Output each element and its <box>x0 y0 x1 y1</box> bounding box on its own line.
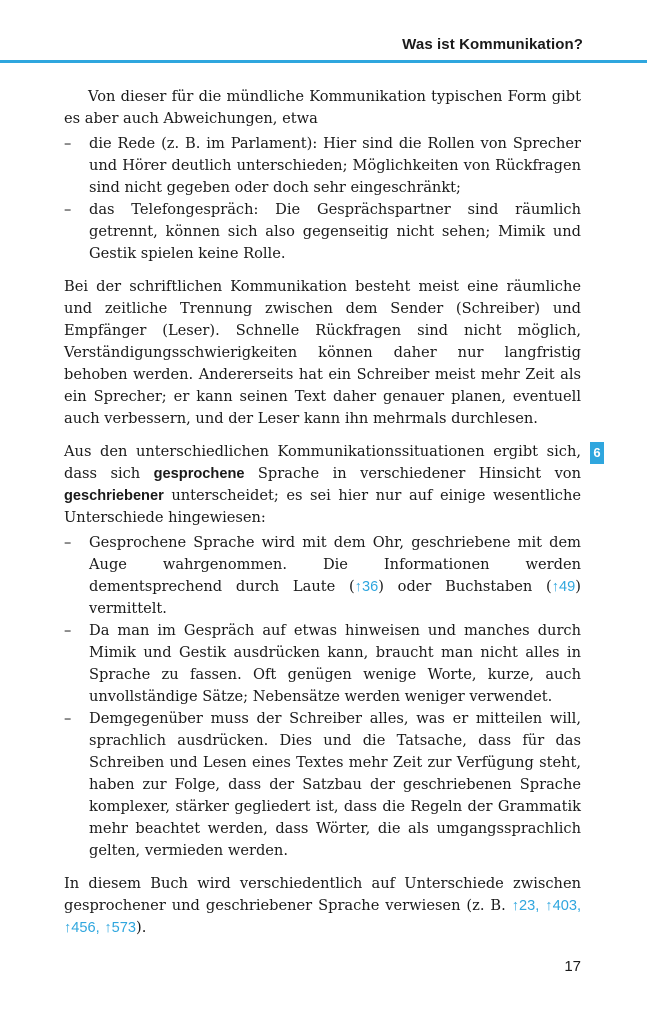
cross-reference-link[interactable]: ↑23, <box>511 898 540 914</box>
paragraph-1: Von dieser für die mündliche Kommunikation typischen Form gibt es aber auch Abweichungen, etwa <box>64 88 581 127</box>
cross-reference-link[interactable]: ↑36 <box>354 579 379 595</box>
paragraph-4: In diesem Buch wird verschiedentlich auf Unterschiede zwischen gesprochener und geschriebener Sprache verwiesen (z. B. ↑23, ↑403, ↑456, ↑573). <box>64 875 581 936</box>
dash-marker: – <box>64 622 72 639</box>
list-item: – die Rede (z. B. im Parlament): Hier sind die Rollen von Sprecher und Hörer deutlich unterschieden; Möglichkeiten von Rückfragen sind nicht gegeben oder doch sehr eingeschränkt; <box>64 135 581 196</box>
dash-marker: – <box>64 201 72 218</box>
list-variants <box>64 133 581 265</box>
list-item: – das Telefongespräch: Die Gesprächspartner sind räumlich getrennt, können sich also gegenseitig nicht sehen; Mimik und Gestik spielen keine Rolle. <box>64 201 581 262</box>
chapter-tab: 6 <box>590 442 604 464</box>
dash-marker: – <box>64 135 72 152</box>
list-differences <box>64 532 581 862</box>
paragraph-2: Bei der schriftlichen Kommunikation besteht meist eine räumliche und zeitliche Trennung zwischen dem Sender (Schreiber) und Empfänger (Leser). Schnelle Rückfragen sind nicht möglich, Verständigungsschwierigkeiten können daher nur langfristig behoben werden. Andererseits hat ein Schreiber meist mehr Zeit als ein Sprecher; er kann seinen Text daher genauer planen, eventuell auch verbessern, und der Leser kann ihn mehrmals durchlesen. <box>64 278 581 427</box>
cross-reference-link[interactable]: ↑456, <box>64 920 100 936</box>
page-body <box>64 86 581 939</box>
cross-reference-link[interactable]: ↑403, <box>545 898 581 914</box>
term-geschriebener: geschriebener <box>64 488 164 504</box>
cross-reference-link[interactable]: ↑49 <box>551 579 576 595</box>
page-number: 17 <box>564 958 581 975</box>
dash-marker: – <box>64 710 72 727</box>
list-item: – Demgegenüber muss der Schreiber alles, was er mitteilen will, sprachlich ausdrücken. Dies und die Tatsache, dass für das Schreiben und Lesen eines Textes mehr Zeit zur Verfügung steht, haben zur Folge, dass der Satzbau der geschriebenen Sprache komplexer, stärker gegliedert ist, dass die Regeln der Grammatik mehr beachtet werden, dass Wörter, die als umgangssprachlich gelten, vermieden werden. <box>64 710 581 859</box>
paragraph-3: Aus den unterschiedlichen Kommunikationssituationen ergibt sich, dass sich gesprochene Sprache in verschiedener Hinsicht von geschriebener unterscheidet; es sei hier nur auf einige wesentliche Unterschiede hingewiesen: <box>64 443 581 526</box>
list-item: – Da man im Gespräch auf etwas hinweisen und manches durch Mimik und Gestik ausdrücken kann, braucht man nicht alles in Sprache zu fassen. Oft genügen wenige Worte, kurze, auch unvollständige Sätze; Nebensätze werden weniger verwendet. <box>64 622 581 705</box>
term-gesprochene: gesprochene <box>153 466 245 482</box>
header-rule <box>0 60 647 63</box>
cross-reference-link[interactable]: ↑573 <box>104 920 136 936</box>
list-item: – Gesprochene Sprache wird mit dem Ohr, geschriebene mit dem Auge wahrgenommen. Die Informationen werden dementsprechend durch Laute (↑36) oder Buchstaben (↑49) vermittelt. <box>64 534 581 617</box>
dash-marker: – <box>64 534 72 551</box>
running-header-title: Was ist Kommunikation? <box>402 36 583 53</box>
